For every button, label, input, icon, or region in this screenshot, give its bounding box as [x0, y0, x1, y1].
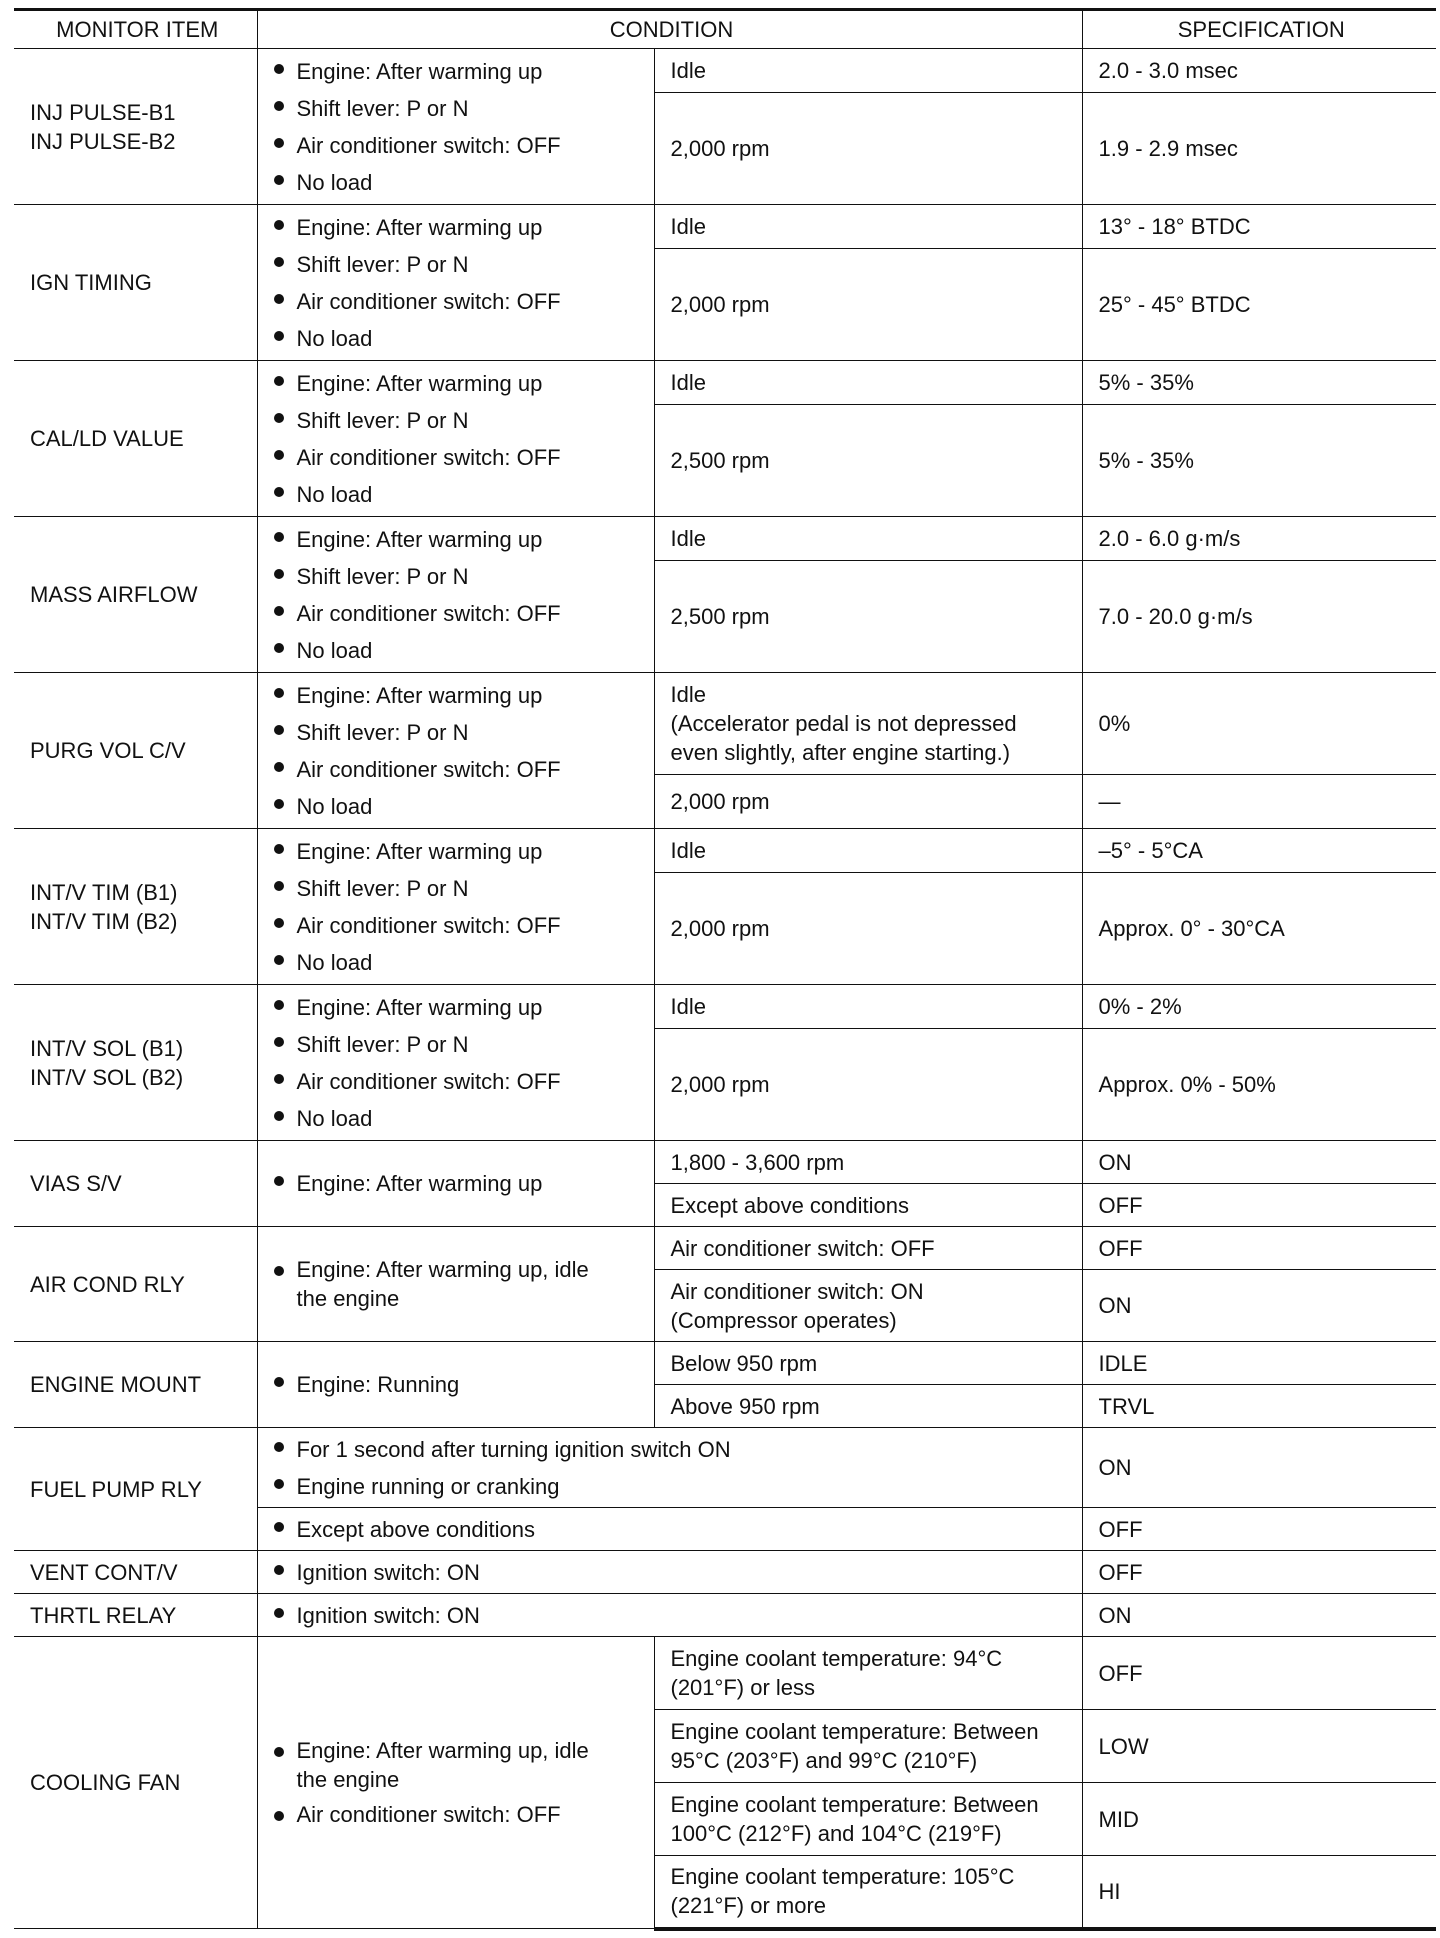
condition-list: [257, 1342, 654, 1428]
specification: —: [1082, 775, 1436, 829]
condition-bullet: [272, 1255, 642, 1313]
condition-list: [257, 1594, 1082, 1637]
condition-bullet: Engine: After warming up: [272, 209, 642, 246]
specification: 13° - 18° BTDC: [1082, 205, 1436, 249]
condition-bullet: Engine: After warming up: [272, 365, 642, 402]
condition-bullet: Air conditioner switch: OFF: [272, 1063, 642, 1100]
specification: 5% - 35%: [1082, 405, 1436, 517]
specification: 2.0 - 3.0 msec: [1082, 49, 1436, 93]
table-row: [14, 361, 1436, 405]
monitor-item: PURG VOL C/V: [30, 738, 186, 763]
sub-condition-line: Idle: [670, 682, 706, 707]
condition-list: [257, 673, 654, 829]
monitor-item: INJ PULSE-B1: [30, 99, 176, 125]
sub-condition: 2,000 rpm: [654, 1029, 1082, 1141]
header-row: [14, 10, 1436, 49]
condition-bullet: No load: [272, 1100, 642, 1137]
condition-bullet: Ignition switch: ON: [272, 1554, 1070, 1591]
sub-condition: Air conditioner switch: OFF: [654, 1227, 1082, 1270]
condition-list: [257, 1508, 1082, 1551]
specification: OFF: [1082, 1227, 1436, 1270]
condition-list: [257, 1551, 1082, 1594]
monitor-item: VIAS S/V: [30, 1171, 122, 1196]
monitor-item: INT/V TIM (B2): [30, 908, 178, 934]
sub-condition: Below 950 rpm: [654, 1342, 1082, 1385]
sub-condition: Idle: [654, 985, 1082, 1029]
sub-condition: 1,800 - 3,600 rpm: [654, 1141, 1082, 1184]
condition-bullet: Air conditioner switch: OFF: [272, 127, 642, 164]
monitor-item-cell: [14, 517, 257, 673]
condition-bullet: No load: [272, 320, 642, 357]
sub-condition: Idle: [654, 205, 1082, 249]
specification: HI: [1082, 1856, 1436, 1929]
condition-bullet: Shift lever: P or N: [272, 246, 642, 283]
sub-condition: 2,000 rpm: [654, 93, 1082, 205]
sub-condition: [654, 1270, 1082, 1342]
table-row: [14, 1141, 1436, 1184]
monitor-item-cell: [14, 1141, 257, 1227]
condition-bullet: Ignition switch: ON: [272, 1597, 1070, 1634]
condition-list: [257, 361, 654, 517]
table-row: [14, 1227, 1436, 1270]
monitor-item: THRTL RELAY: [30, 1602, 177, 1628]
sub-condition: [654, 1637, 1082, 1710]
condition-list: [257, 1227, 654, 1342]
specification: ON: [1082, 1270, 1436, 1342]
specification: Approx. 0% - 50%: [1082, 1029, 1436, 1141]
specification: MID: [1082, 1783, 1436, 1856]
condition-line: the engine: [296, 1286, 400, 1311]
sub-condition-line: Engine coolant temperature: 105°C: [670, 1864, 1015, 1890]
condition-bullet: Engine: After warming up: [272, 53, 642, 90]
specification: OFF: [1082, 1508, 1436, 1551]
specification: –5° - 5°CA: [1082, 829, 1436, 873]
table-row: [14, 673, 1436, 775]
specification: IDLE: [1082, 1342, 1436, 1385]
condition-bullet: Air conditioner switch: OFF: [272, 907, 642, 944]
specification: 5% - 35%: [1082, 361, 1436, 405]
header-condition: CONDITION: [257, 10, 1082, 49]
monitor-item-cell: [14, 49, 257, 205]
specification: ON: [1082, 1428, 1436, 1508]
specification: LOW: [1082, 1710, 1436, 1783]
monitor-item: MASS AIRFLOW: [30, 582, 198, 607]
monitor-item-cell: [14, 985, 257, 1141]
condition-list: [257, 1141, 654, 1227]
condition-bullet: Except above conditions: [272, 1511, 1070, 1548]
condition-bullet: Shift lever: P or N: [272, 1026, 642, 1063]
specification: 25° - 45° BTDC: [1082, 249, 1436, 361]
condition-line: the engine: [296, 1767, 400, 1792]
sub-condition: Idle: [654, 517, 1082, 561]
specification: 7.0 - 20.0 g·m/s: [1082, 561, 1436, 673]
monitor-item: ENGINE MOUNT: [30, 1372, 202, 1397]
sub-condition: [654, 1856, 1082, 1929]
specification: OFF: [1082, 1551, 1436, 1594]
monitor-item: FUEL PUMP RLY: [30, 1476, 202, 1502]
condition-bullet: Engine: After warming up: [272, 989, 642, 1026]
condition-bullet: No load: [272, 944, 642, 981]
sub-condition-line: Engine coolant temperature: Between: [670, 1792, 1039, 1817]
specification: ON: [1082, 1141, 1436, 1184]
condition-bullet: No load: [272, 476, 642, 513]
sub-condition-line: Engine coolant temperature: 94°C: [670, 1646, 1003, 1671]
table-row: [14, 1428, 1436, 1508]
header-monitor-item: MONITOR ITEM: [14, 10, 257, 49]
condition-line: Engine: After warming up, idle: [296, 1738, 589, 1763]
sub-condition: 2,000 rpm: [654, 775, 1082, 829]
monitor-item-cell: [14, 1428, 257, 1551]
monitor-item: INT/V SOL (B1): [30, 1035, 184, 1061]
monitor-spec-sheet: [14, 8, 1436, 1931]
monitor-item: IGN TIMING: [30, 270, 152, 295]
sub-condition: 2,500 rpm: [654, 405, 1082, 517]
table-row: [14, 985, 1436, 1029]
sub-condition-line: (201°F) or less: [670, 1675, 816, 1700]
condition-bullet: No load: [272, 788, 642, 825]
condition-bullet: Shift lever: P or N: [272, 90, 642, 127]
table-row: [14, 829, 1436, 873]
monitor-item-cell: [14, 829, 257, 985]
sub-condition-line: Engine coolant temperature: Between: [670, 1719, 1039, 1744]
table-row: [14, 1637, 1436, 1710]
sub-condition: Idle: [654, 829, 1082, 873]
condition-line: Engine: After warming up, idle: [296, 1257, 589, 1282]
condition-bullet: Air conditioner switch: OFF: [272, 751, 642, 788]
monitor-item: VENT CONT/V: [30, 1559, 178, 1585]
condition-bullet: Air conditioner switch: OFF: [272, 595, 642, 632]
sub-condition-line: 100°C (212°F) and 104°C (219°F): [670, 1821, 1002, 1846]
monitor-item-cell: [14, 361, 257, 517]
specification: 2.0 - 6.0 g·m/s: [1082, 517, 1436, 561]
specification: TRVL: [1082, 1385, 1436, 1428]
sub-condition: 2,500 rpm: [654, 561, 1082, 673]
sub-condition-line: 95°C (203°F) and 99°C (210°F): [670, 1748, 978, 1773]
sub-condition-line: (Accelerator pedal is not depressed: [670, 711, 1017, 736]
monitor-item: INJ PULSE-B2: [30, 128, 176, 154]
condition-bullet: Engine: After warming up: [272, 677, 642, 714]
condition-bullet: Engine: Running: [272, 1366, 642, 1403]
monitor-item-cell: [14, 1637, 257, 1929]
condition-list: [257, 49, 654, 205]
table-row: [14, 1551, 1436, 1594]
sub-condition: Idle: [654, 361, 1082, 405]
sub-condition: Idle: [654, 49, 1082, 93]
condition-bullet: For 1 second after turning ignition switch ON: [272, 1431, 1070, 1468]
condition-list: [257, 205, 654, 361]
condition-bullet: Shift lever: P or N: [272, 714, 642, 751]
monitor-item: COOLING FAN: [30, 1770, 181, 1795]
monitor-item-cell: [14, 1594, 257, 1637]
monitor-item-cell: [14, 1227, 257, 1342]
monitor-item-cell: [14, 205, 257, 361]
sub-condition: Above 950 rpm: [654, 1385, 1082, 1428]
condition-bullet: Engine: After warming up: [272, 1165, 642, 1202]
sub-condition-line: Air conditioner switch: ON: [670, 1278, 924, 1304]
table-row: [14, 1594, 1436, 1637]
condition-list: [257, 517, 654, 673]
monitor-item-cell: [14, 1342, 257, 1428]
sub-condition: 2,000 rpm: [654, 873, 1082, 985]
condition-bullet: Air conditioner switch: OFF: [272, 283, 642, 320]
monitor-spec-table: [14, 8, 1436, 1931]
condition-list: [257, 1428, 1082, 1508]
specification: ON: [1082, 1594, 1436, 1637]
condition-bullet: Engine: After warming up: [272, 833, 642, 870]
condition-bullet: Air conditioner switch: OFF: [272, 1800, 642, 1829]
specification: 0%: [1082, 673, 1436, 775]
sub-condition-line: (Compressor operates): [670, 1307, 897, 1333]
condition-list: [257, 829, 654, 985]
specification: 0% - 2%: [1082, 985, 1436, 1029]
sub-condition-line: even slightly, after engine starting.): [670, 740, 1011, 765]
specification: Approx. 0° - 30°CA: [1082, 873, 1436, 985]
condition-bullet: Air conditioner switch: OFF: [272, 439, 642, 476]
table-row: [14, 49, 1436, 93]
table-row: [14, 517, 1436, 561]
monitor-item: CAL/LD VALUE: [30, 426, 184, 451]
specification: OFF: [1082, 1184, 1436, 1227]
sub-condition-line: (221°F) or more: [670, 1893, 827, 1919]
monitor-item: INT/V TIM (B1): [30, 879, 178, 905]
condition-list: [257, 1637, 654, 1929]
condition-bullet: [272, 1736, 642, 1794]
table-row: [14, 1342, 1436, 1385]
sub-condition: [654, 1783, 1082, 1856]
table-row: [14, 205, 1436, 249]
monitor-item: INT/V SOL (B2): [30, 1064, 184, 1090]
condition-bullet: Shift lever: P or N: [272, 558, 642, 595]
sub-condition: Except above conditions: [654, 1184, 1082, 1227]
condition-bullet: Shift lever: P or N: [272, 870, 642, 907]
condition-bullet: No load: [272, 632, 642, 669]
sub-condition: 2,000 rpm: [654, 249, 1082, 361]
condition-bullet: Engine running or cranking: [272, 1468, 1070, 1505]
header-specification: SPECIFICATION: [1082, 10, 1436, 49]
condition-bullet: No load: [272, 164, 642, 201]
condition-bullet: Shift lever: P or N: [272, 402, 642, 439]
sub-condition: [654, 1710, 1082, 1783]
condition-bullet: Engine: After warming up: [272, 521, 642, 558]
monitor-item-cell: [14, 673, 257, 829]
sub-condition: [654, 673, 1082, 775]
specification: OFF: [1082, 1637, 1436, 1710]
monitor-item: AIR COND RLY: [30, 1271, 185, 1297]
condition-list: [257, 985, 654, 1141]
monitor-item-cell: [14, 1551, 257, 1594]
specification: 1.9 - 2.9 msec: [1082, 93, 1436, 205]
